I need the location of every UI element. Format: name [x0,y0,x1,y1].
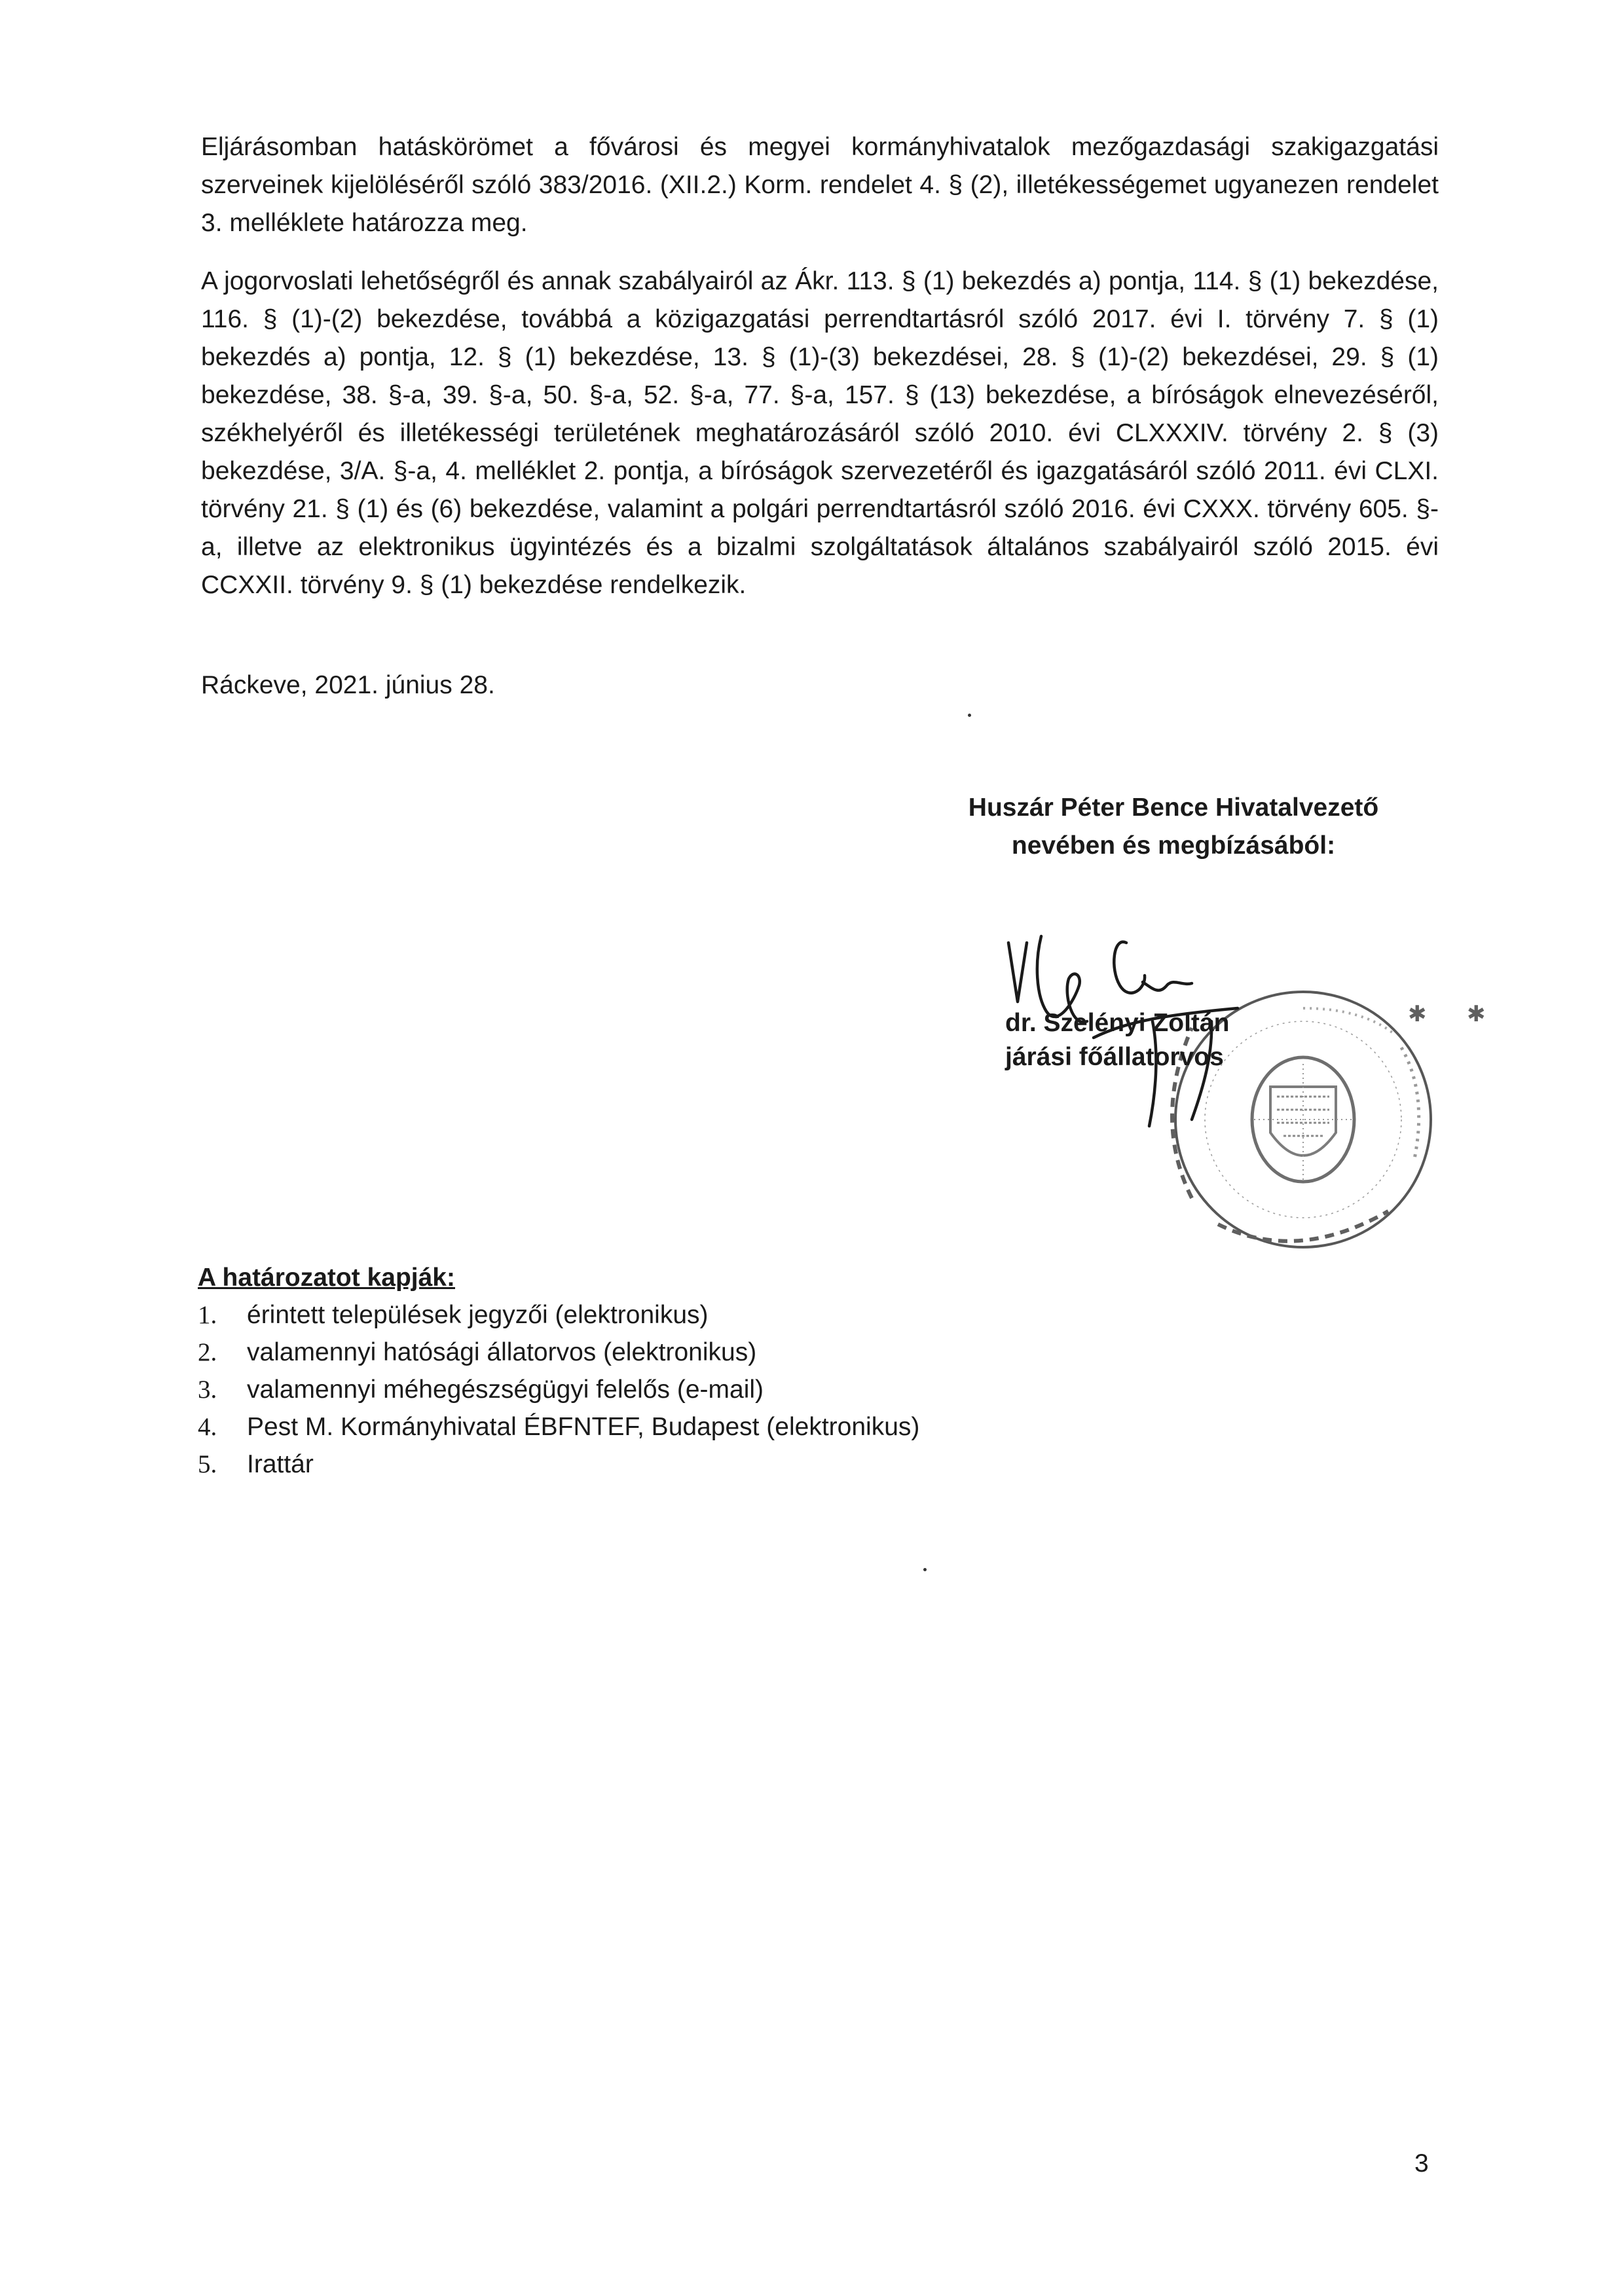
list-item-text: valamennyi hatósági állatorvos (elektronikus) [247,1338,757,1366]
signature-authority-block [905,789,1442,865]
list-item-text: Pest M. Kormányhivatal ÉBFNTEF, Budapest (elektronikus) [247,1413,920,1441]
place-and-date: Ráckeve, 2021. június 28. [201,671,495,699]
list-item-number: 5. [198,1450,217,1478]
signature-and-stamp-graphic [995,923,1486,1329]
signer-title: járási főállatorvos [1005,1043,1224,1071]
recipients-list [198,1296,919,1483]
list-item [198,1296,919,1334]
paragraph-jurisdiction: Eljárásomban hatáskörömet a fővárosi és megyei kormányhivatalok mezőgazdasági szakigazgatási szerveinek kijelöléséről szóló 383/2016. (XII.2.) Korm. rendelet 4. § (2), illetékességemet ugyanezen rendelet 3. melléklete határozza meg. [201,133,1439,237]
list-item [198,1446,919,1483]
list-item-text: valamennyi méhegészségügyi felelős (e-mail) [247,1376,764,1404]
list-item-text: érintett települések jegyzői (elektronikus) [247,1301,709,1329]
list-item-number: 2. [198,1338,217,1366]
paragraph-legal-remedy: A jogorvoslati lehetőségről és annak szabályairól az Ákr. 113. § (1) bekezdés a) pontja, 114. § (1) bekezdése, 116. § (1)-(2) bekezdése, továbbá a közigazgatási perrendtartásról szóló 2017. évi I. törvény 7. § (1) bekezdés a) pontja, 12. § (1) bekezdése, 13. § (1)-(3) bekezdései, 28. § (1)-(2) bekezdései, 29. § (1) bekezdése, 38. §-a, 39. §-a, 50. §-a, 52. §-a, 77. §-a, 157. § (13) bekezdése, a bíróságok elnevezéséről, székhelyéről és illetékességi területének meghatározásáról szóló 2010. évi CLXXXIV. törvény 2. § (3) bekezdése, 3/A. §-a, 4. melléklet 2. pontja, a bíróságok szervezetéről és igazgatásáról szóló 2011. évi CLXI. törvény 21. § (1) és (6) bekezdése, valamint a polgári perrendtartásról szóló 2016. évi CXXX. törvény 605. §-a, illetve az elektronikus ügyintézés és a bizalmi szolgáltatások általános szabályairól szóló 2015. évi CCXXII. törvény 9. § (1) bekezdése rendelkezik. [201,267,1439,599]
list-item-number: 3. [198,1376,217,1404]
recipients-heading: A határozatot kapják: [198,1264,455,1292]
list-item-number: 4. [198,1413,217,1441]
signer-block [1005,1006,1229,1074]
svg-text:✱: ✱ [1408,1002,1427,1027]
list-item-text: Irattár [247,1450,314,1478]
list-item [198,1408,919,1446]
list-item-number: 1. [198,1301,217,1329]
authority-mandate-line: nevében és megbízásából: [1011,831,1336,860]
scan-speck [923,1568,927,1571]
list-item [198,1371,919,1408]
signer-name: dr. Szelényi Zoltán [1005,1009,1230,1037]
scan-speck [968,714,971,717]
svg-text:✱: ✱ [1467,1002,1486,1027]
page-number: 3 [1414,2149,1429,2178]
authority-line: Huszár Péter Bence Hivatalvezető [968,793,1379,822]
list-item [198,1334,919,1371]
